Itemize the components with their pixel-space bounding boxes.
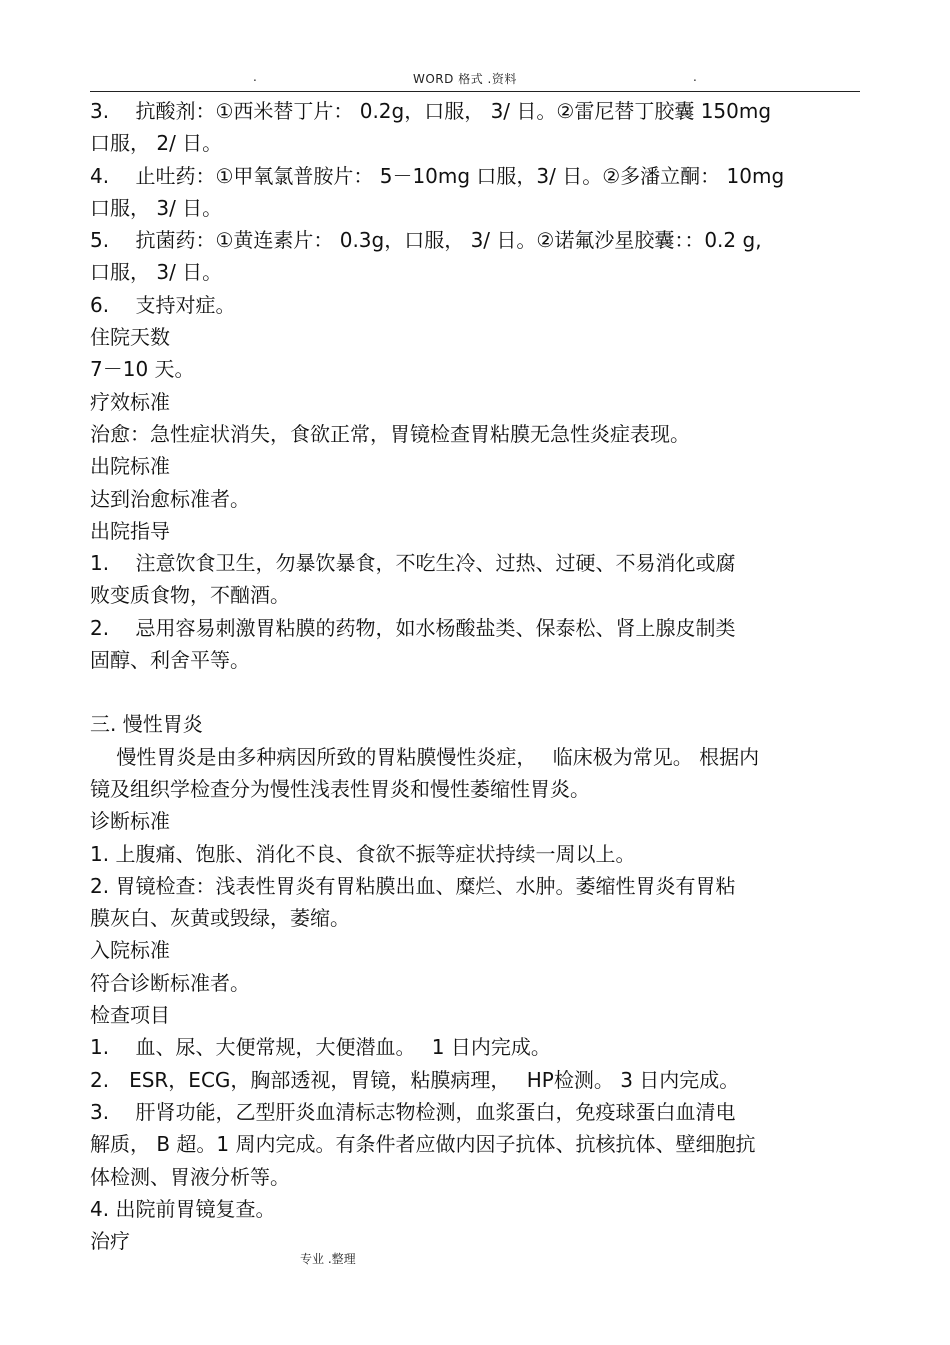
chapter-heading: 三. 慢性胃炎 bbox=[90, 712, 203, 737]
section-chronic-gastritis bbox=[90, 708, 862, 1257]
header-dot-right: . bbox=[693, 70, 697, 84]
text-line: 镜及组织学检查分为慢性浅表性胃炎和慢性萎缩性胃炎。 bbox=[90, 776, 590, 801]
text-line: 体检测、胃液分析等。 bbox=[90, 1164, 290, 1189]
text-line: 1. 注意饮食卫生，勿暴饮暴食，不吃生冷、过热、过硬、不易消化或腐 bbox=[90, 551, 736, 576]
text-line: 4. 止吐药：①甲氧氯普胺片： 5－10mg 口服，3/ 日。②多潘立酮： 10mg bbox=[90, 163, 785, 188]
text-line: 解质， B 超。1 周内完成。有条件者应做内因子抗体、抗核抗体、壁细胞抗 bbox=[90, 1132, 756, 1157]
page-footer: 专业 .整理 bbox=[300, 1252, 356, 1266]
section-heading: 出院指导 bbox=[90, 518, 170, 543]
text-line: 3. 肝肾功能，乙型肝炎血清标志物检测，血浆蛋白，免疫球蛋白血清电 bbox=[90, 1099, 736, 1124]
text-line: 2. ESR，ECG，胸部透视，胃镜，粘膜病理， HP检测。 3 日内完成。 bbox=[90, 1067, 740, 1092]
text-line: 符合诊断标准者。 bbox=[90, 970, 250, 995]
text-line: 固醇、利舍平等。 bbox=[90, 648, 250, 673]
section-heading: 诊断标准 bbox=[90, 809, 170, 834]
text-line: 2. 忌用容易刺激胃粘膜的药物，如水杨酸盐类、保泰松、肾上腺皮制类 bbox=[90, 615, 736, 640]
text-line: 1. 上腹痛、饱胀、消化不良、食欲不振等症状持续一周以上。 bbox=[90, 841, 636, 866]
text-line: 治愈：急性症状消失，食欲正常，胃镜检查胃粘膜无急性炎症表现。 bbox=[90, 421, 690, 446]
text-line: 达到治愈标准者。 bbox=[90, 486, 250, 511]
text-line: 口服， 3/ 日。 bbox=[90, 195, 223, 220]
section-heading: 疗效标准 bbox=[90, 389, 170, 414]
text-line: 慢性胃炎是由多种病因所致的胃粘膜慢性炎症， 临床极为常见。 根据内 bbox=[90, 744, 760, 769]
text-line: 2. 胃镜检查：浅表性胃炎有胃粘膜出血、糜烂、水肿。萎缩性胃炎有胃粘 bbox=[90, 873, 736, 898]
section-heading: 检查项目 bbox=[90, 1003, 170, 1028]
section-heading: 住院天数 bbox=[90, 325, 170, 350]
text-line: 6. 支持对症。 bbox=[90, 292, 236, 317]
text-line: 7－10 天。 bbox=[90, 357, 195, 382]
header-divider bbox=[90, 91, 860, 92]
text-line: 5. 抗菌药：①黄连素片： 0.3g，口服， 3/ 日。②诺氟沙星胶囊：：0.2 g, bbox=[90, 228, 762, 253]
section-heading: 出院标准 bbox=[90, 454, 170, 479]
text-line: 口服， 3/ 日。 bbox=[90, 260, 223, 285]
paragraph-gap bbox=[90, 676, 862, 708]
text-line: 3. 抗酸剂：①西米替丁片： 0.2g，口服， 3/ 日。②雷尼替丁胶囊 150mg bbox=[90, 99, 772, 123]
section-acute-gastritis-continued bbox=[90, 95, 862, 676]
section-heading: 入院标准 bbox=[90, 938, 170, 963]
text-line: 4. 出院前胃镜复查。 bbox=[90, 1196, 276, 1221]
header-dot-left: . bbox=[253, 70, 257, 84]
text-line: 败变质食物，不酗酒。 bbox=[90, 583, 290, 608]
document-body bbox=[90, 95, 862, 1257]
text-line: 1. 血、尿、大便常规，大便潜血。 1 日内完成。 bbox=[90, 1035, 551, 1060]
header-title: WORD 格式 .资料 bbox=[413, 72, 517, 86]
section-heading: 治疗 bbox=[90, 1229, 130, 1254]
page-header bbox=[90, 68, 860, 90]
text-line: 口服， 2/ 日。 bbox=[90, 131, 223, 156]
text-line: 膜灰白、灰黄或毁绿，萎缩。 bbox=[90, 906, 350, 931]
